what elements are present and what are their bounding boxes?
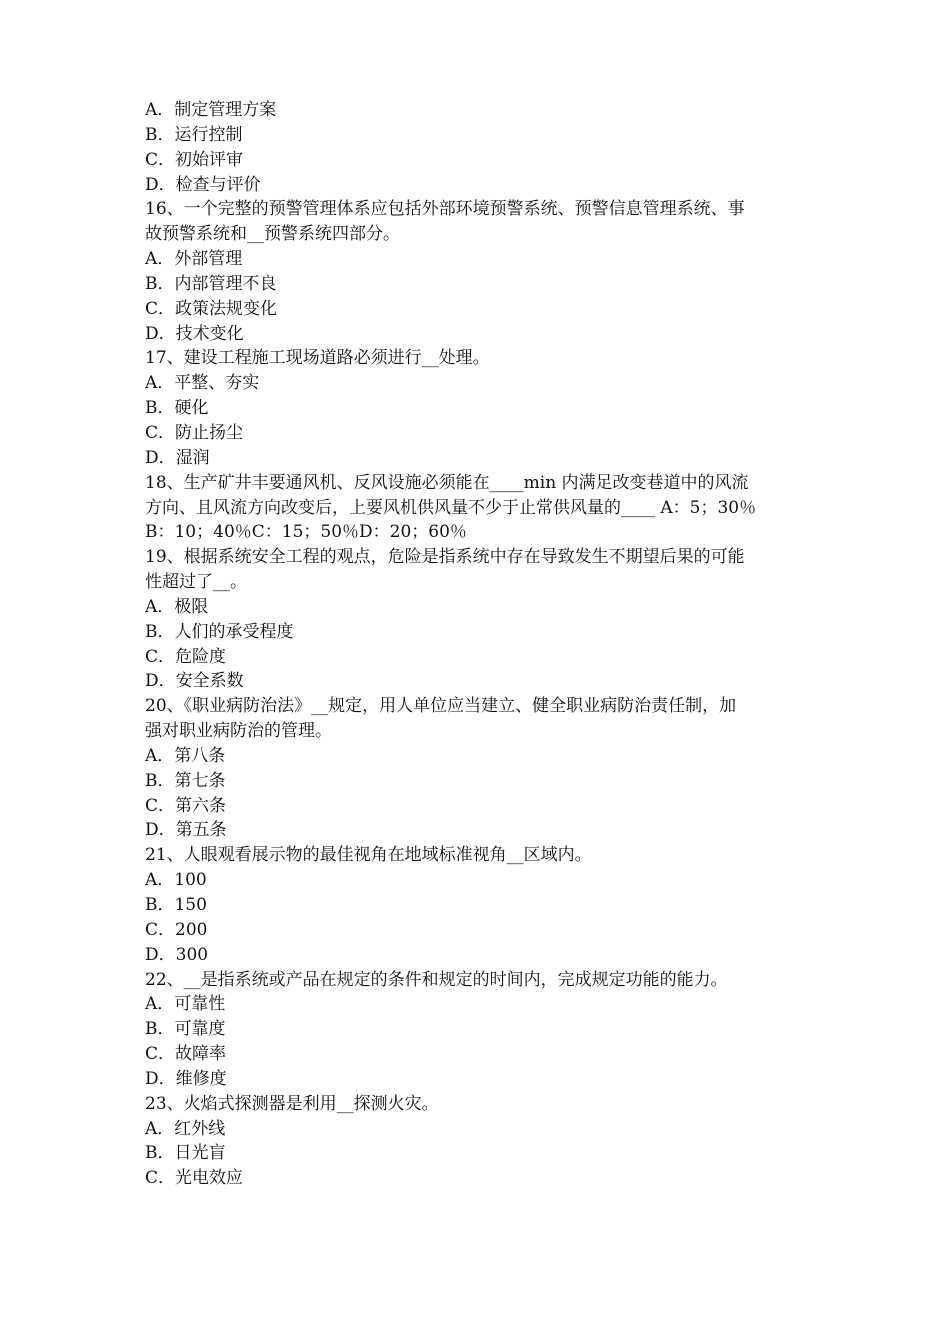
option-a: A．极限 bbox=[145, 596, 209, 617]
option-a: A．第八条 bbox=[145, 745, 226, 766]
question-18-line-2: 方向、且风流方向改变后，上要风机供风量不少于止常供风量的____ A：5；30％ bbox=[145, 497, 757, 518]
option-d: D．300 bbox=[145, 944, 209, 965]
option-c: C．光电效应 bbox=[145, 1168, 244, 1189]
option-c: C．故障率 bbox=[145, 1044, 227, 1065]
option-d: D．湿润 bbox=[145, 447, 210, 468]
option-a: A．100 bbox=[145, 870, 207, 891]
question-19-line-2: 性超过了__。 bbox=[145, 572, 247, 593]
option-b: B．可靠度 bbox=[145, 1019, 226, 1040]
question-22: 22、__是指系统或产品在规定的条件和规定的时间内，完成规定功能的能力。 bbox=[145, 969, 728, 990]
question-21: 21、人眼观看展示物的最佳视角在地域标准视角__区域内。 bbox=[145, 845, 592, 866]
option-b: B．日光盲 bbox=[145, 1143, 226, 1164]
option-d: D．检查与评价 bbox=[145, 174, 261, 195]
question-19-line-1: 19、根据系统安全工程的观点，危险是指系统中存在导致发生不期望后果的可能 bbox=[145, 547, 745, 568]
option-b: B．内部管理不良 bbox=[145, 273, 277, 294]
option-a: A．红外线 bbox=[145, 1118, 226, 1139]
option-d: D．安全系数 bbox=[145, 671, 244, 692]
question-16-line-2: 故预警系统和__预警系统四部分。 bbox=[145, 224, 400, 245]
option-c: C．200 bbox=[145, 919, 208, 940]
option-b: B．150 bbox=[145, 895, 207, 915]
question-17: 17、建设工程施工现场道路必须进行__处理。 bbox=[145, 348, 490, 369]
option-a: A．制定管理方案 bbox=[145, 100, 277, 120]
option-c: C．危险度 bbox=[145, 646, 227, 667]
option-d: D．技术变化 bbox=[145, 323, 244, 344]
question-20-line-2: 强对职业病防治的管理。 bbox=[145, 721, 332, 742]
option-b: B．运行控制 bbox=[145, 124, 243, 145]
question-18-line-3: B：10；40％C：15；50％D：20；60％ bbox=[145, 522, 467, 543]
option-c: C．初始评审 bbox=[145, 149, 244, 170]
document-page bbox=[145, 98, 810, 1191]
option-c: C．第六条 bbox=[145, 795, 227, 816]
option-c: C．防止扬尘 bbox=[145, 422, 244, 443]
option-b: B．硬化 bbox=[145, 398, 209, 419]
question-16-line-1: 16、一个完整的预警管理体系应包括外部环境预警系统、预警信息管理系统、事 bbox=[145, 199, 745, 220]
option-b: B．第七条 bbox=[145, 770, 226, 791]
option-d: D．第五条 bbox=[145, 820, 227, 841]
option-a: A．外部管理 bbox=[145, 249, 243, 270]
option-d: D．维修度 bbox=[145, 1068, 227, 1089]
option-c: C．政策法规变化 bbox=[145, 298, 278, 319]
option-a: A．平整、夯实 bbox=[145, 373, 260, 394]
option-a: A．可靠性 bbox=[145, 994, 226, 1015]
option-b: B．人们的承受程度 bbox=[145, 621, 294, 642]
question-23: 23、火焰式探测器是利用__探测火灾。 bbox=[145, 1093, 439, 1114]
question-20-line-1: 20、《职业病防治法》__规定，用人单位应当建立、健全职业病防治责任制，加 bbox=[145, 696, 737, 717]
question-18-line-1: 18、生产矿井丰要通风机、反风设施必须能在____min 内满足改变巷道中的风流 bbox=[145, 472, 749, 493]
